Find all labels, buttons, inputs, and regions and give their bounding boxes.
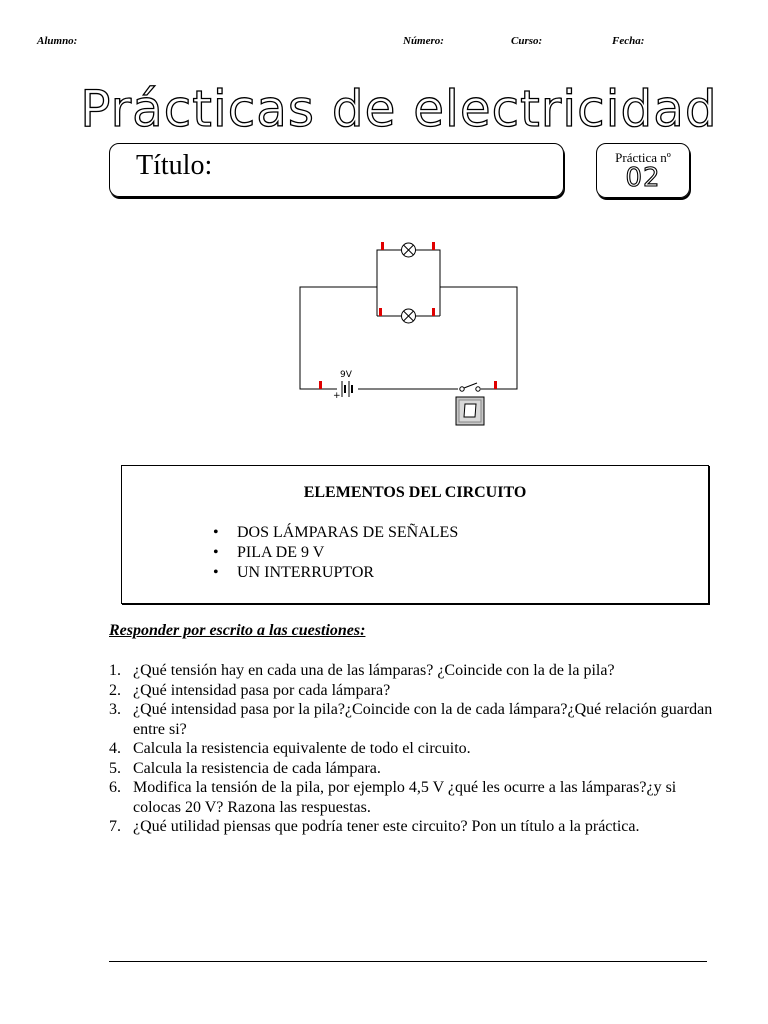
question-item (109, 759, 719, 779)
wire-parallel-right (416, 250, 440, 316)
element-item: DOS LÁMPARAS DE SEÑALES (237, 524, 459, 541)
number-label: Número: (403, 35, 444, 47)
lamp-1-icon (402, 243, 416, 257)
battery-label: 9V (340, 370, 352, 380)
element-item: PILA DE 9 V (237, 544, 325, 561)
list-item (213, 523, 458, 543)
battery-icon (342, 381, 352, 397)
question-number: 4. (109, 740, 121, 757)
lamp-2-icon (402, 309, 416, 323)
footer-divider (109, 961, 707, 962)
title-label: Título: (136, 150, 213, 181)
question-number: 1. (109, 662, 121, 679)
wire-right (440, 287, 517, 389)
element-item: UN INTERRUPTOR (237, 564, 375, 581)
battery-polarity: + (333, 391, 341, 401)
switch-icon (460, 383, 480, 391)
practice-number: 02 (625, 163, 661, 193)
wire-parallel-left (377, 250, 401, 316)
page-title: Prácticas de electricidad (80, 80, 718, 138)
question-item (109, 661, 719, 681)
question-item (109, 681, 719, 701)
question-number: 3. (109, 701, 121, 718)
question-text: Calcula la resistencia de cada lámpara. (133, 759, 381, 777)
terminal-marker (381, 242, 384, 250)
terminal-marker (319, 381, 322, 389)
list-item (213, 543, 458, 563)
list-item (213, 563, 458, 583)
question-number: 7. (109, 818, 121, 835)
question-item (109, 739, 719, 759)
question-text: ¿Qué tensión hay en cada una de las lámparas? ¿Coincide con la de la pila? (133, 662, 615, 679)
question-number: 2. (109, 681, 121, 699)
question-text: Modifica la tensión de la pila, por ejemplo 4,5 V ¿qué les ocurre a las lámparas?¿y si colocas 20 V? Razona las respuestas. (133, 779, 677, 816)
circuit-diagram (0, 0, 768, 460)
questions-list (109, 661, 719, 837)
question-number: 6. (109, 779, 121, 796)
student-label: Alumno: (37, 35, 78, 47)
bullet: • (213, 564, 219, 581)
question-item (109, 817, 719, 837)
question-number: 5. (109, 759, 121, 777)
question-item (109, 700, 719, 739)
elements-list (213, 523, 458, 583)
questions-heading: Responder por escrito a las cuestiones: (109, 622, 366, 639)
terminal-marker (494, 381, 497, 389)
question-text: ¿Qué intensidad pasa por cada lámpara? (133, 681, 391, 699)
course-label: Curso: (511, 35, 543, 47)
question-item (109, 778, 719, 817)
bullet: • (213, 544, 219, 561)
terminal-marker (432, 242, 435, 250)
circuit-elements-box (121, 465, 709, 604)
switch-button[interactable] (456, 397, 484, 425)
terminal-marker (432, 308, 435, 316)
question-text: Calcula la resistencia equivalente de todo el circuito. (133, 740, 471, 757)
date-label: Fecha: (612, 35, 645, 47)
elements-title: ELEMENTOS DEL CIRCUITO (303, 484, 527, 501)
bullet: • (213, 524, 219, 541)
wire-left (300, 287, 377, 389)
question-text: ¿Qué intensidad pasa por la pila?¿Coincide con la de cada lámpara?¿Qué relación guardan entre si? (133, 701, 713, 738)
practice-label: Práctica nº (615, 150, 671, 165)
terminal-marker (379, 308, 382, 316)
question-text: ¿Qué utilidad piensas que podría tener este circuito? Pon un título a la práctica. (133, 818, 640, 835)
